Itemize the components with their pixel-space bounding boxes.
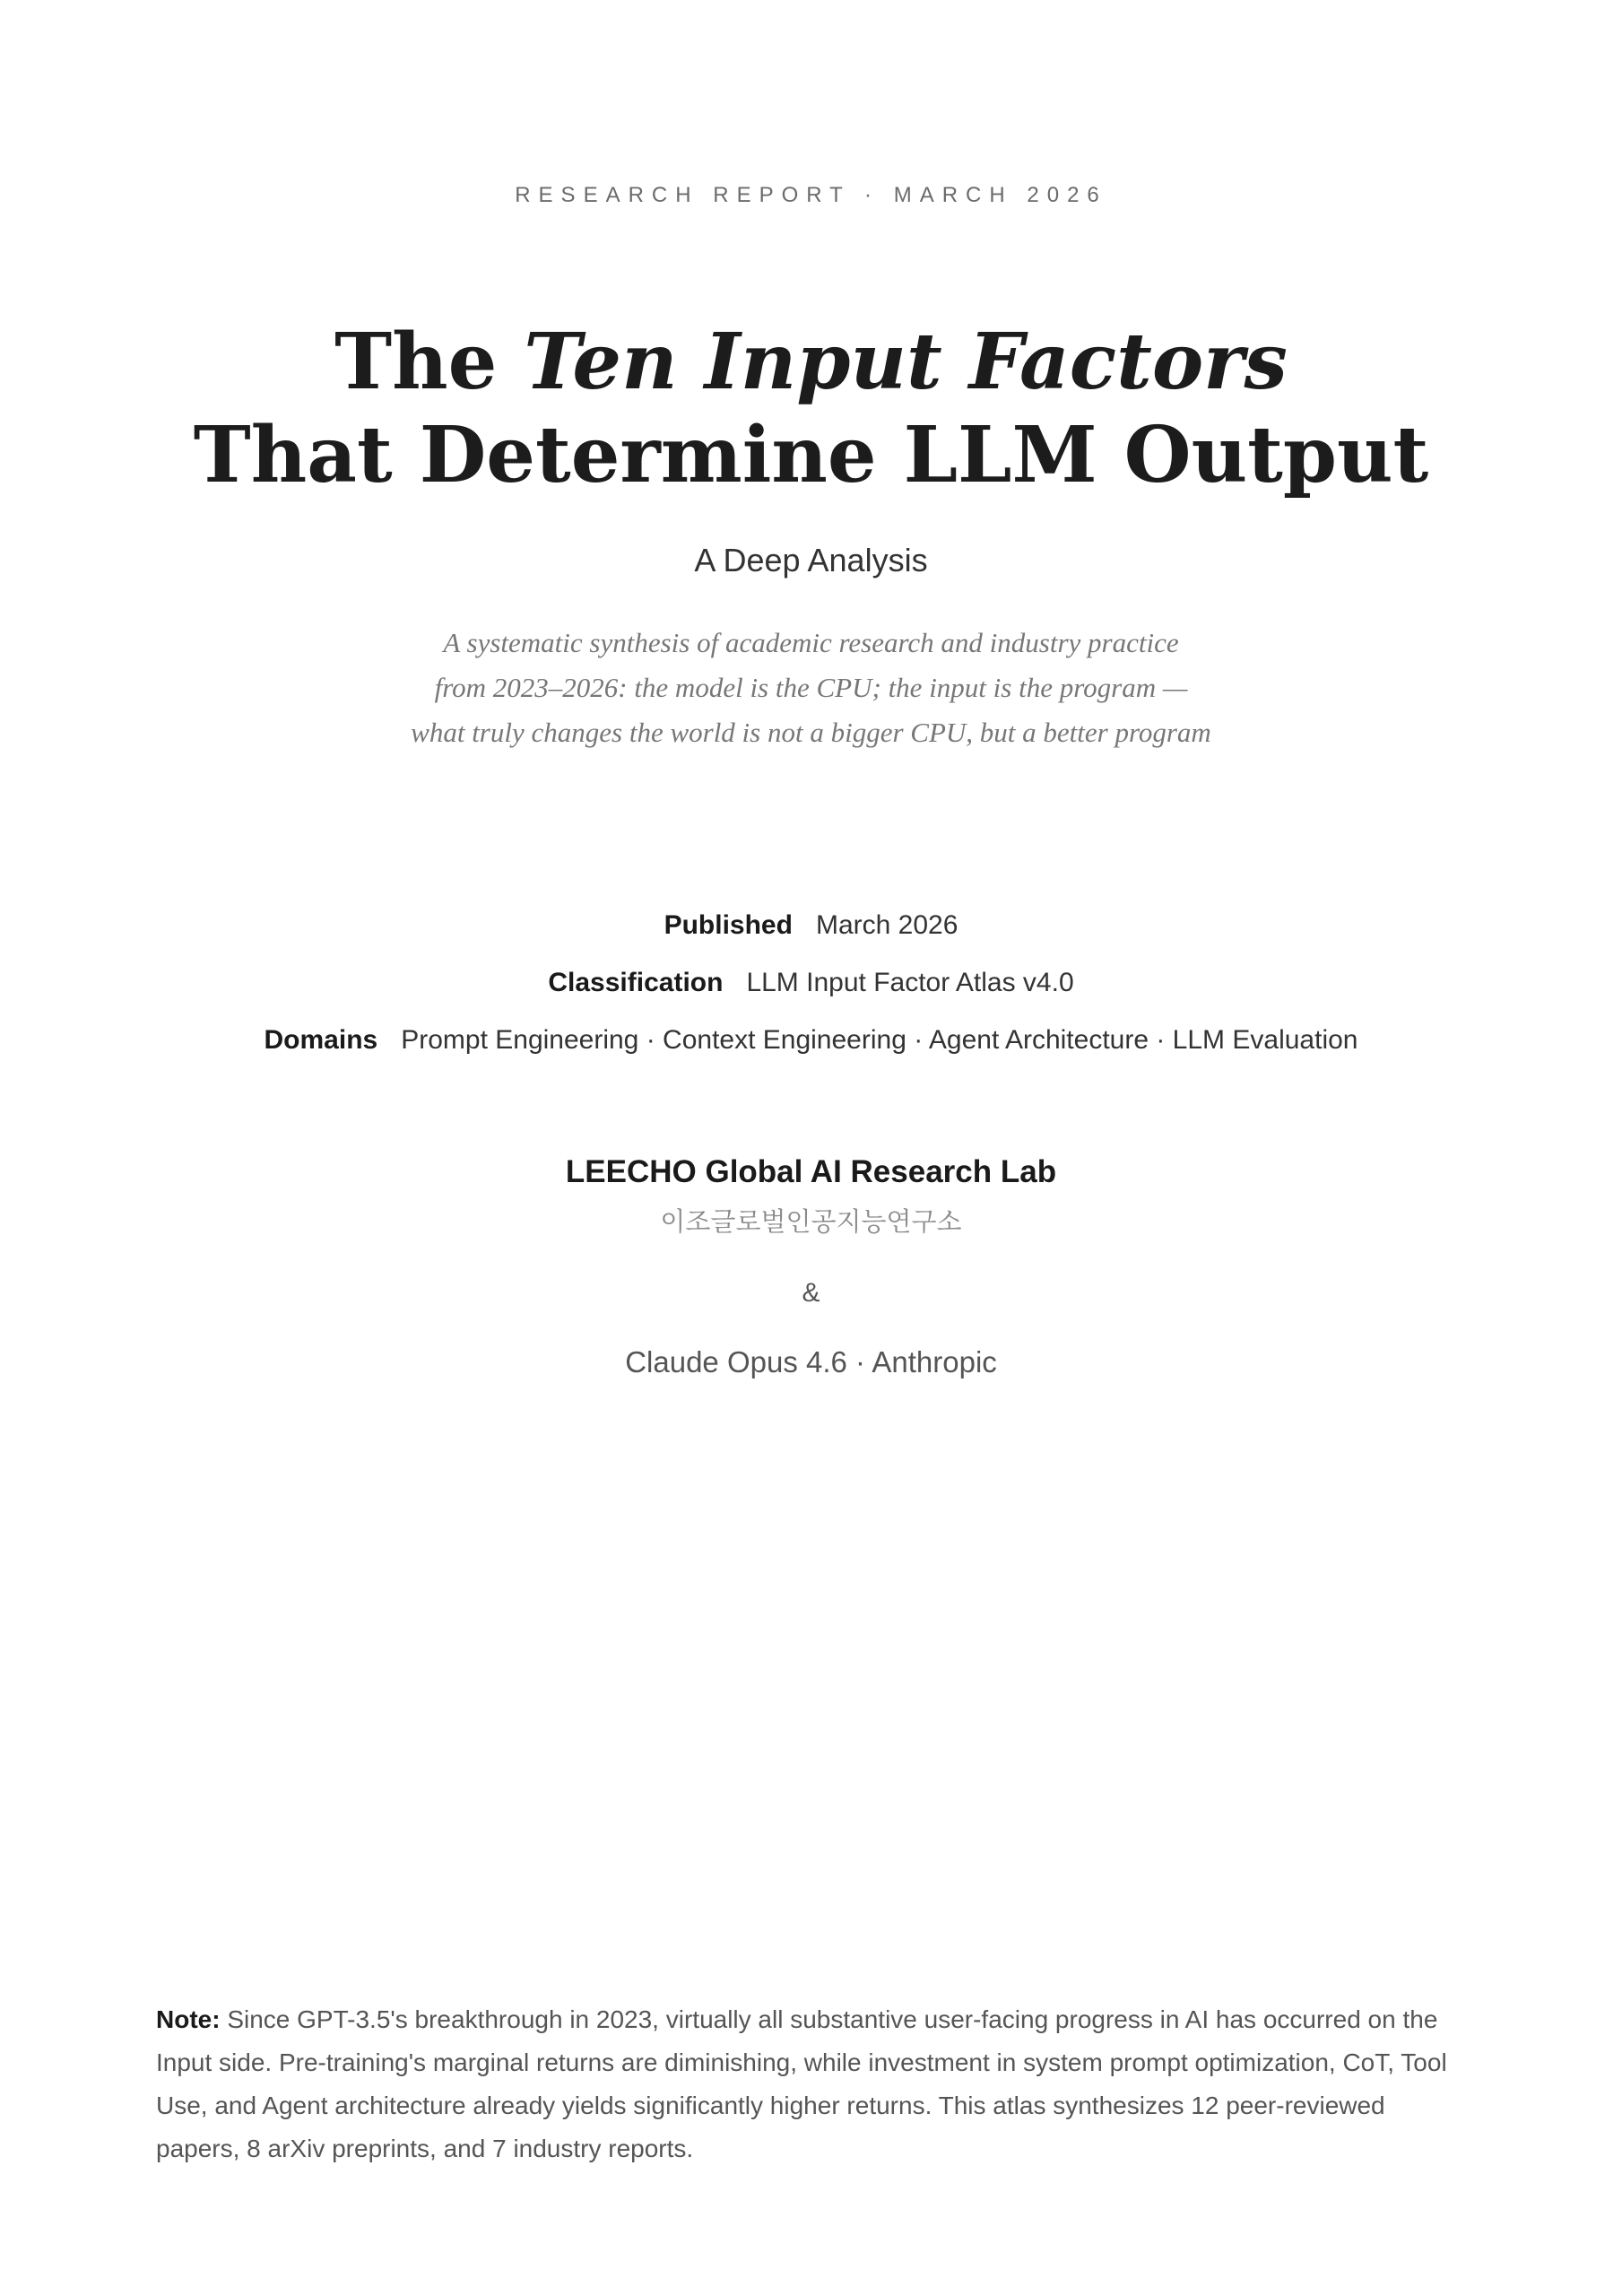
title-prefix: The [334, 317, 525, 407]
meta-domains [0, 1025, 1622, 1056]
meta-classification-value: LLM Input Factor Atlas v4.0 [746, 968, 1074, 997]
author-organization: LEECHO Global AI Research Lab [565, 1154, 1057, 1189]
meta-published-value: March 2026 [815, 910, 958, 940]
meta-published-label: Published [664, 910, 793, 940]
meta-domains-label: Domains [264, 1025, 378, 1055]
report-subtitle: A Deep Analysis [694, 542, 928, 578]
report-eyebrow: RESEARCH REPORT · MARCH 2026 [515, 183, 1107, 207]
author-organization-korean: 이조글로벌인공지능연구소 [660, 1208, 962, 1237]
tagline-line-1: A systematic synthesis of academic research and industry practice [443, 627, 1179, 658]
meta-published [0, 910, 1622, 941]
tagline-line-3: what truly changes the world is not a bigger CPU, but a better program [411, 717, 1211, 748]
title-line-1 [0, 316, 1622, 409]
report-tagline [0, 621, 1622, 755]
report-note [156, 1998, 1474, 2170]
note-text: Since GPT-3.5's breakthrough in 2023, virtually all substantive user-facing progress in AI has occurred on the Input side. Pre-training's marginal returns are diminishing, while investment in system prompt optimization, CoT, Tool Use, and Agent architecture already yields significantly higher returns. This atlas synthesizes 12 peer-reviewed papers, 8 arXiv preprints, and 7 industry reports. [156, 2005, 1447, 2162]
report-title [0, 316, 1622, 502]
title-emphasis: Ten Input Factors [524, 317, 1288, 407]
tagline-line-2: from 2023–2026: the model is the CPU; the input is the program — [434, 672, 1188, 703]
coauthor: Claude Opus 4.6 · Anthropic [625, 1345, 997, 1378]
title-line-2: That Determine LLM Output [193, 410, 1429, 500]
author-separator: & [802, 1278, 820, 1308]
note-label: Note: [156, 2005, 221, 2033]
meta-classification-label: Classification [548, 968, 724, 997]
meta-classification [0, 968, 1622, 998]
meta-domains-value: Prompt Engineering · Context Engineering · Agent Architecture · LLM Evaluation [401, 1025, 1358, 1055]
